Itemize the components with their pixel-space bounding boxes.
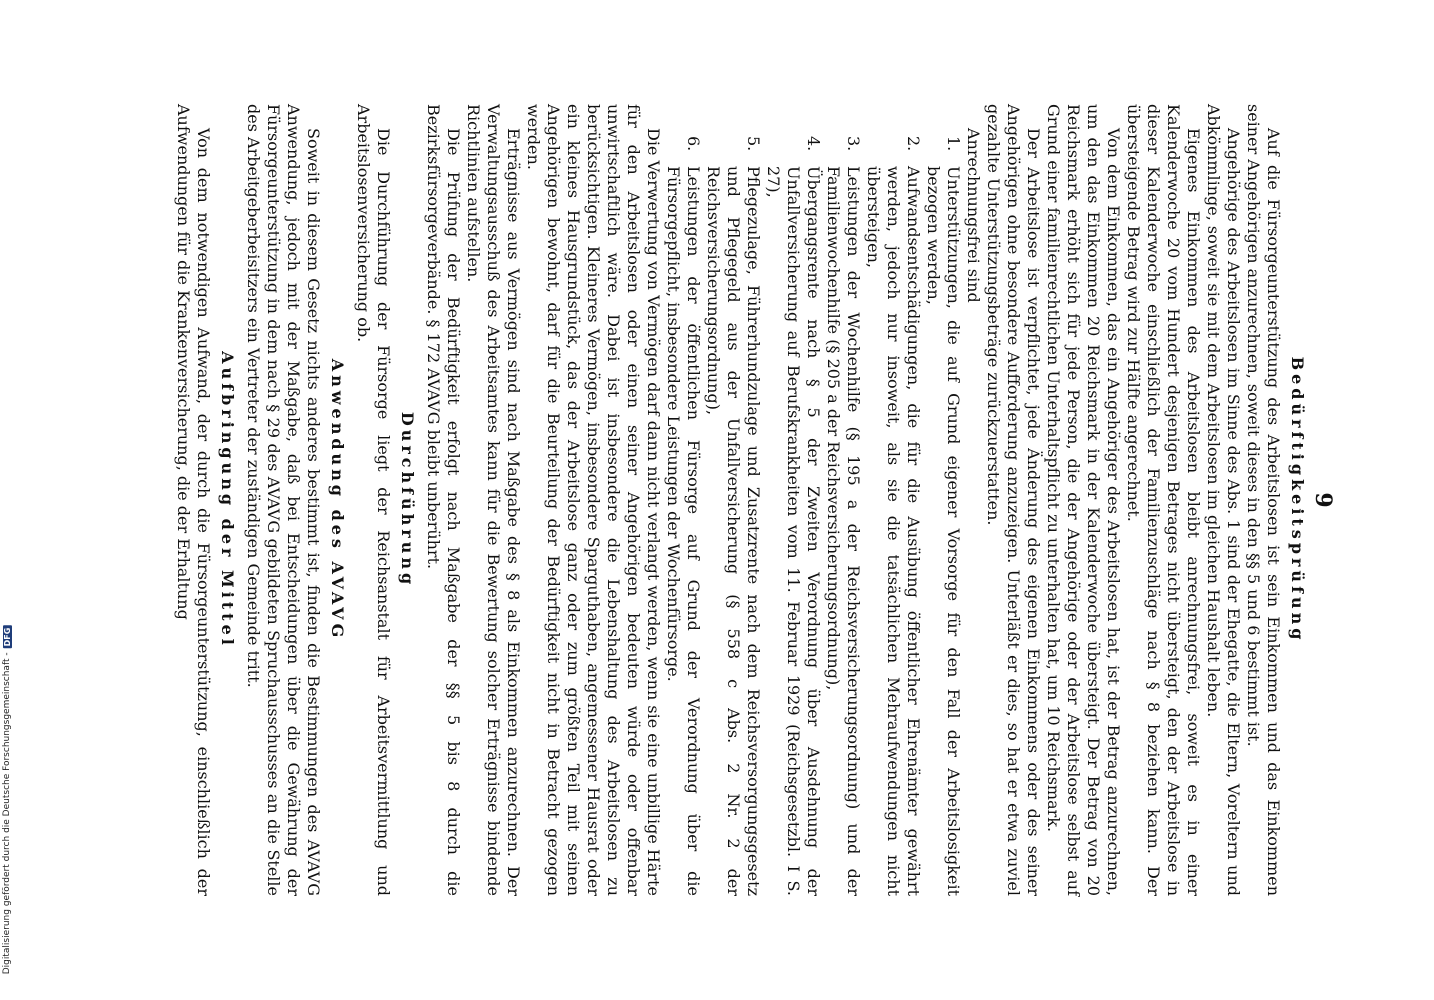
paragraph: Auf die Fürsorgeunterstützung des Arbeitslosen ist sein Einkommen und das Einkommen seiner Angehörigen anzurechnen, soweit dieses in den §§ 5 und 6 bestimmt ist. [1244,104,1283,896]
paragraph: Von dem notwendigen Aufwand, der durch die Fürsorgeunterstützung, einschließlich der Aufwendungen für die Krankenversicherung, die der Erhaltung [174,104,213,896]
list-text: Leistungen der öffentlichen Fürsorge auf Grund der Verordnung über die Fürsorgepflicht, insbesondere Leistungen der Wochenfürsorge. [664,166,703,896]
rotated-text-block [107,80,1347,920]
paragraph: Die Prüfung der Bedürftigkeit erfolgt nach Maßgabe der §§ 5 bis 8 durch die Bezirksfürsorgeverbände. § 172 AVAVG bleibt unberührt. [424,104,463,896]
paragraph: Die Durchführung der Fürsorge liegt der Reichsanstalt für Arbeitsvermittlung und Arbeitslosenversicherung ob. [354,104,393,896]
list-item [923,136,963,896]
credit-text: Digitalisierung gefördert durch die Deutsche Forschungsgemeinschaft - [2,652,12,975]
paragraph: Der Arbeitslose ist verpflichtet, jede Änderung des eigenen Einkommens oder des seiner Angehörigen ohne besondere Aufforderung anzuzeigen. Unterläßt er dies, so hat er etwa zuviel gezahlte Unterstützungsbeträge zurückzuerstatten. [984,104,1043,896]
page-number: 9 [1310,492,1336,508]
list-item [763,136,823,896]
list-intro: Anrechnungsfrei sind [964,128,983,303]
exemption-list [663,80,963,920]
list-item [703,136,763,896]
list-number: 4. [804,136,823,152]
list-number: 2. [904,136,923,152]
credit-line [2,626,12,975]
list-number: 5. [744,136,763,152]
list-text: Pflegezulage, Führerhundzulage und Zusatzrente nach dem Reichsversorgungsgesetz und Pflegegeld aus der Unfallversicherung (§ 558 c Abs. 2 Nr. 2 der Reichsversicherungsordnung), [704,166,763,896]
list-text: Aufwandsentschädigungen, die für die Ausübung öffentlicher Ehrenämter gewährt werden, jedoch nur insoweit, als sie die tatsächlichen Mehraufwendungen nicht übersteigen, [864,166,923,896]
section-heading-anwendung: Anwendung des AVAVG [328,358,347,642]
list-number: 3. [844,136,863,152]
section-heading-beduerftigkeitspruefung: Bedürftigkeitsprüfung [1288,356,1307,644]
list-number: 1. [944,136,963,152]
list-text: Leistungen der Wochenhilfe (§ 195 a der Reichsversicherungsordnung) und der Familienwochenhilfe (§ 205 a der Reichsversicherungsordnung), [824,166,863,896]
paragraph: Eigenes Einkommen des Arbeitslosen bleibt anrechnungsfrei, soweit es in einer Kalenderwoche 20 vom Hundert desjenigen Betrages nicht übersteigt, den der Arbeitslose in dieser Kalenderwoche einschließlich der Familienzuschläge nach § 8 beziehen kann. Der übersteigende Betrag wird zur Hälfte angerechnet. [1124,104,1203,896]
list-item [863,136,923,896]
section-heading-aufbringung: Aufbringung der Mittel [218,351,237,649]
paragraph: Angehörige des Arbeitslosen im Sinne des Abs. 1 sind der Ehegatte, die Eltern, Voreltern und Abkömmlinge, soweit sie mit dem Arbeitslosen im gleichen Haushalt leben. [1204,104,1243,896]
list-number: 6. [684,136,703,152]
list-item [823,136,863,896]
list-text: Unterstützungen, die auf Grund eigener Vorsorge für den Fall der Arbeitslosigkeit bezogen werden, [924,166,963,896]
section-heading-durchfuehrung: Durchführung [398,411,417,589]
digitization-credit [0,0,14,1000]
paragraph: Soweit in diesem Gesetz nichts anderes bestimmt ist, finden die Bestimmungen des AVAVG Anwendung, jedoch mit der Maßgabe, daß bei Entscheidungen über die Gewährung der Fürsorgeunterstützung in dem nach § 29 des AVAVG gebildeten Spruchausschusses an die Stelle des Arbeitgeberbeisitzers ein Vertreter der zuständigen Gemeinde tritt. [244,104,323,896]
list-text: Übergangsrente nach § 5 der Zweiten Verordnung über Ausdehnung der Unfallversicherung auf Berufskrankheiten vom 11. Februar 1929 (Reichsgesetzbl. I S. 27), [764,166,823,896]
dfg-logo-icon: DFG [2,627,12,647]
paragraph: Die Verwertung von Vermögen darf dann nicht verlangt werden, wenn sie eine unbillige Härte für den Arbeitslosen oder einen seiner Angehörigen bedeuten würde oder offenbar unwirtschaftlich wäre. Dabei ist insbesondere die Lebenshaltung des Arbeitslosen zu berücksichtigen. Kleineres Vermögen, insbesondere Sparguthaben, angemessener Hausrat oder ein kleines Hausgrundstück, das der Arbeitslose ganz oder zum größten Teil mit seinen Angehörigen bewohnt, darf für die Beurteilung der Bedürftigkeit nicht in Betracht gezogen werden. [524,104,663,896]
list-item [663,136,703,896]
paragraph: Erträgnisse aus Vermögen sind nach Maßgabe des § 8 als Einkommen anzurechnen. Der Verwaltungsausschuß des Arbeitsamtes kann für die Bewertung solcher Erträgnisse bindende Richtlinien aufstellen. [464,104,523,896]
paragraph: Von dem Einkommen, das ein Angehöriger des Arbeitslosen hat, ist der Betrag anzurechnen, um den das Einkommen 20 Reichsmark in der Kalenderwoche übersteigt. Der Betrag von 20 Reichsmark erhöht sich für jede Person, die der Angehörige oder der Arbeitslose selbst auf Grund einer familienrechtlichen Unterhaltspflicht zu unterhalten hat, um 10 Reichsmark. [1044,104,1123,896]
